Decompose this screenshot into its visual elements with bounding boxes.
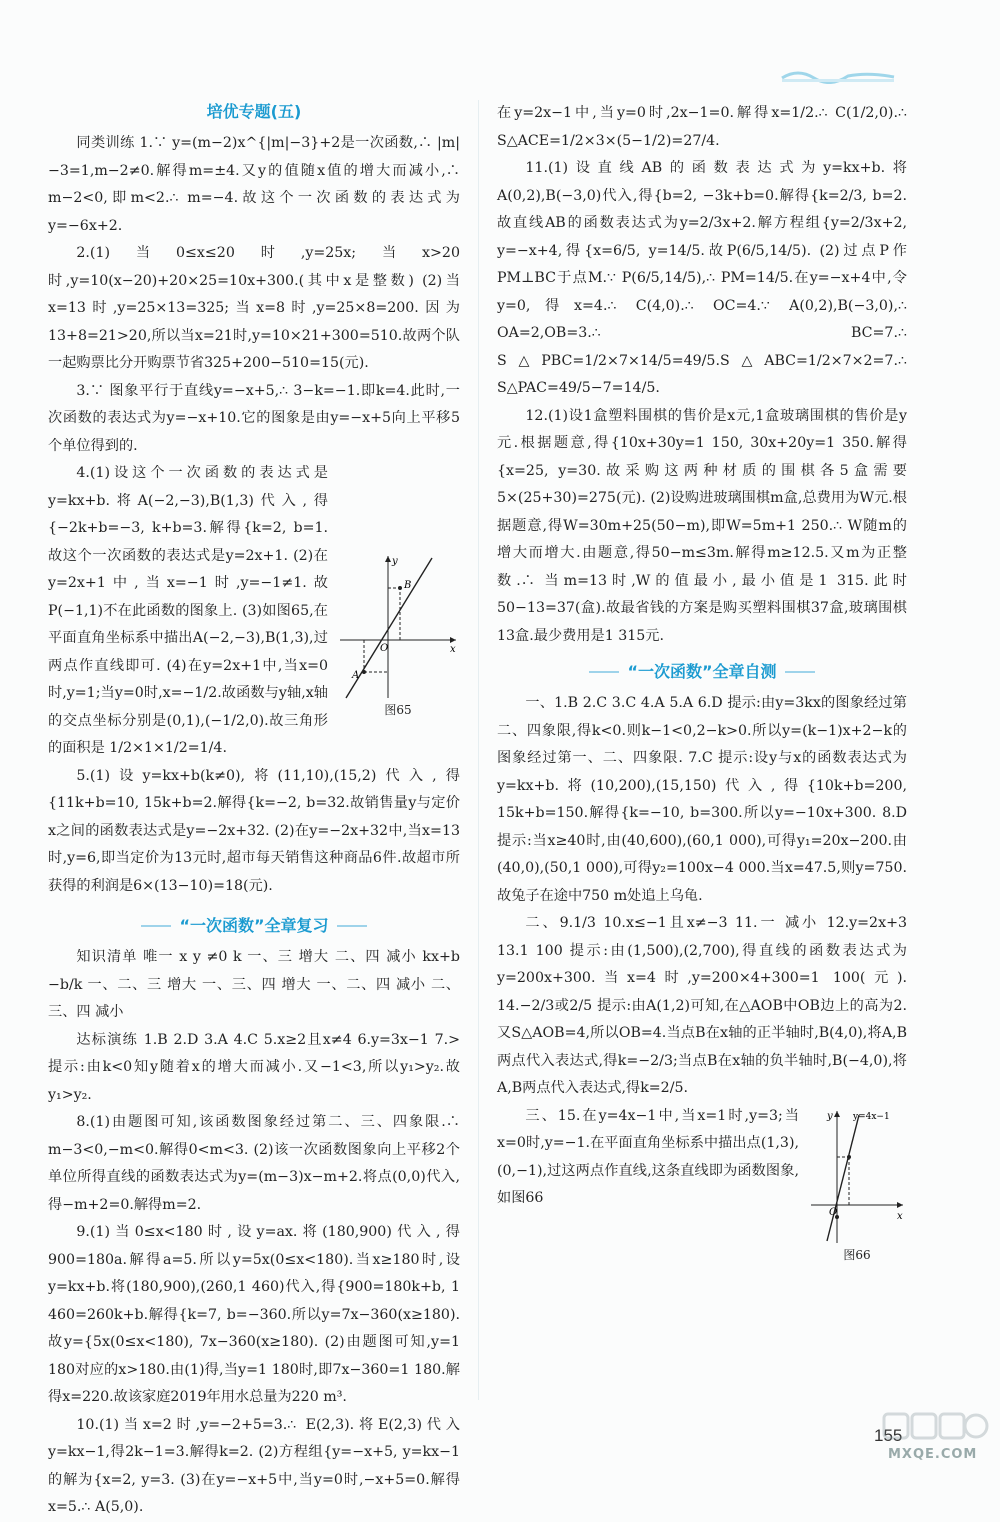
svg-text:A: A [352,670,360,681]
header-decoration [778,62,898,84]
figure-65-graph [336,552,460,702]
answer-paragraph: 12.(1)设1盒塑料围棋的售价是x元,1盒玻璃围棋的售价是y元.根据题意,得{10x+30y=1 150, 30x+20y=1 350.解得{x=25, y=30.故采购这两种材质的围棋各5盒需要5×(25+30)=275(元). (2)设购进玻璃围棋m盒,总费用为W元.根据题意,得W=30m+25(50−m),即W=5m+1 250.∴ W随m的增大而增大.由题意,得50−m≤3m.解得m≥12.5.又m为正整数.∴ 当m=13时,W的值最小,最小值是1 315.此时50−13=37(盒).故最省钱的方案是购买塑料围棋37盒,玻璃围棋13盒.最少费用是1 315元. [497,407,907,644]
svg-text:x: x [897,1210,903,1222]
answer-paragraph: 二、9.1/3 10.x≤−1且x≠−3 11.一 减小 12.y=2x+3 13.1 100 提示:由(1,500),(2,700),得直线的函数表达式为y=200x+300.当x=4时,y=200×4+300=1 100(元). 14.−2/3或2/5 提示:由A(1,2)可知,在△AOB中OB边上的高为2.又S△AOB=4,所以OB=4.当点B在x轴的正半轴时,B(4,0),将A,B两点代入表达式,得k=−2/3;当点B在x轴的负半轴时,B(−4,0),将A,B两点代入表达式,得k=2/5. [497,915,907,1096]
answer-paragraph: 三、15.在y=4x−1中,当x=1时,y=3;当x=0时,y=−1.在平面直角坐标系中描出点(1,3),(0,−1),过这两点作直线,这条直线即为函数图象,如图66 [497,1107,799,1206]
left-column [48,100,460,1522]
svg-text:y: y [392,556,398,567]
section-title-peiyou: 培优专题(五) [206,102,302,121]
figure-66-line-label: y=4x−1 [853,1111,890,1122]
answer-paragraph: 2.(1)当0≤x≤20时,y=25x;当x>20时,y=10(x−20)+20×25=10x+300.(其中x是整数) (2)当x=13时,y=25×13=325;当x=8时,y=25×8=200.因为13+8=21>20,所以当x=21时,y=10×21+300=510.故两个队一起购票比分开购票节省325+200−510=15(元). [48,245,460,371]
figure-65-caption: 图65 [384,703,412,717]
answer-paragraph: 4.(1)设这个一次函数的表达式是y=kx+b.将A(−2,−3),B(1,3)代入,得{−2k+b=−3, k+b=3.解得{k=2, b=1.故这个一次函数的表达式是y=2x+1. (2)在y=2x+1中,当x=−1时,y=−1≠1.故P(−1,1)不在此函数的图象上. (3)如图65,在平面直角坐标系中描出A(−2,−3),B(1,3),过两点作直线即可. (4)在y=2x+1中,当x=0时,y=1;当y=0时,x=−1/2.故函数与y轴,x轴的交点坐标分别是(0,1),(−1/2,0).故三角形的面积是 1/2×1×1/2=1/4. [48,465,328,756]
answer-paragraph: 达标演练 1.B 2.D 3.A 4.C 5.x≥2且x≠4 6.y=3x−1 7.> 提示:由k<0知y随着x的增大而减小.又−1<3,所以y₁>y₂.故y₁>y₂. [48,1031,460,1103]
answer-paragraph: 一、1.B 2.C 3.C 4.A 5.A 6.D 提示:由y=3kx的图象经过第二、四象限,得k<0.则k−1<0,2−k>0.所以y=(k−1)x+2−k的图象经过第一、二、四象限. 7.C 提示:设y与x的函数表达式为y=kx+b.将(10,200),(15,150)代入,得{10k+b=200, 15k+b=150.解得{k=−10, b=300.所以y=−10x+300. 8.D 提示:当x≥40时,由(40,600),(60,1 000),可得y₁=20x−200.由(40,0),(50,1 000),可得y₂=100x−4 000.当x=47.5,则y=750.故兔子在途中750 m处追上乌龟. [497,695,907,904]
figure-65 [336,552,460,718]
answer-paragraph: 3.∵ 图象平行于直线y=−x+5,∴ 3−k=−1.即k=4.此时,一次函数的表达式为y=−x+10.它的图象是由y=−x+5向上平移5个单位得到的. [48,382,460,454]
svg-text:O: O [380,643,389,654]
answer-paragraph: 8.(1)由题图可知,该函数图象经过第二、三、四象限.∴ m−3<0,−m<0.解得0<m<3. (2)该一次函数图象向上平移2个单位所得直线的函数表达式为y=(m−3)x−m+2.将点(0,0)代入,得−m+2=0.解得m=2. [48,1114,460,1213]
column-divider [478,100,479,1400]
figure-66 [807,1107,907,1263]
svg-text:y: y [827,1110,833,1122]
section-title-selftest: “一次函数”全章自测 [497,660,907,684]
right-column [497,100,907,1265]
figure-66-caption: 图66 [843,1247,871,1262]
figure-66-graph [807,1107,907,1247]
watermark-text: MXQE.COM [888,1447,978,1462]
svg-text:O: O [829,1206,838,1218]
answer-paragraph: 5.(1)设y=kx+b(k≠0),将(11,10),(15,2)代入,得{11k+b=10, 15k+b=2.解得{k=−2, b=32.故销售量y与定价x之间的函数表达式是y=−2x+32. (2)在y=−2x+32中,当x=13时,y=6,即当定价为13元时,超市每天销售这种商品6件.故超市所获得的利润是6×(13−10)=18(元). [48,767,460,894]
answer-paragraph: 11.(1)设直线AB的函数表达式为y=kx+b.将A(0,2),B(−3,0)代入,得{b=2, −3k+b=0.解得{k=2/3, b=2.故直线AB的函数表达式为y=2/3x+2.解方程组{y=2/3x+2, y=−x+4,得{x=6/5, y=14/5.故P(6/5,14/5). (2)过点P作PM⊥BC于点M.∵ P(6/5,14/5),∴ PM=14/5.在y=−x+4中,令y=0,得x=4.∴ C(4,0).∴ OC=4.∵ A(0,2),B(−3,0),∴ OA=2,OB=3.∴ BC=7.∴ S△PBC=1/2×7×14/5=49/5.S△ABC=1/2×7×2=7.∴ S△PAC=49/5−7=14/5. [497,160,907,396]
svg-text:x: x [450,644,456,655]
section-title-review: “一次函数”全章复习 [48,914,460,938]
answer-paragraph: 同类训练 1.∵ y=(m−2)x^{|m|−3}+2是一次函数,∴ |m|−3=1,m−2≠0.解得m=±4.又y的值随x值的增大而减小,∴ m−2<0,即m<2.∴ m=−4.故这个一次函数的表达式为y=−6x+2. [48,135,460,234]
answer-paragraph: 10.(1)当x=2时,y=−2+5=3.∴ E(2,3).将E(2,3)代入y=kx−1,得2k−1=3.解得k=2. (2)方程组{y=−x+5, y=kx−1的解为{x=2, y=3. (3)在y=−x+5中,当y=0时,−x+5=0.解得x=5.∴ A(5,0). [48,1416,460,1515]
answer-paragraph: 9.(1)当0≤x<180时,设y=ax.将(180,900)代入,得900=180a.解得a=5.所以y=5x(0≤x<180).当x≥180时,设y=kx+b.将(180,900),(260,1 460)代入,得{900=180k+b, 1 460=260k+b.解得{k=7, b=−360.所以y=7x−360(x≥180).故y={5x(0≤x<180), 7x−360(x≥180). (2)由题图可知,y=1 180对应的x>180.由(1)得,当y=1 180时,即7x−360=1 180.解得x=220.故该家庭2019年用水总量为220 m³. [48,1224,460,1405]
answer-paragraph: 知识清单 唯一 x y ≠0 k 一、三 增大 二、四 减小 kx+b −b/k 一、二、三 增大 一、三、四 增大 一、二、四 减小 二、三、四 减小 [48,949,460,1020]
svg-text:B: B [404,580,412,591]
answer-paragraph: 在y=2x−1中,当y=0时,2x−1=0.解得x=1/2.∴ C(1/2,0).∴ S△ACE=1/2×3×(5−1/2)=27/4. [497,105,907,149]
page-number: 155 [874,1426,903,1445]
